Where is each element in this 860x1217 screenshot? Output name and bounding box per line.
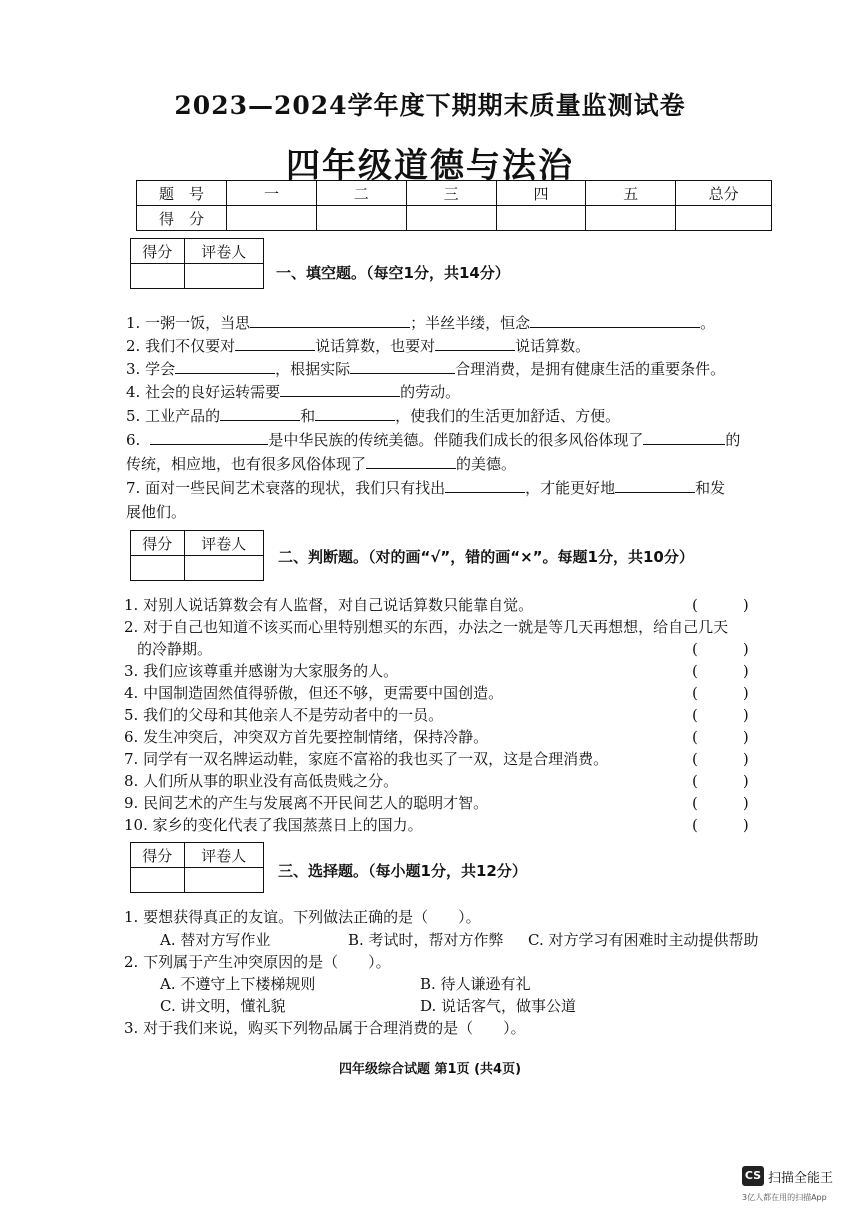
judge-item-4: 4. 中国制造固然值得骄傲，但还不够，更需要中国创造。 — [124, 684, 504, 702]
choice-option-d[interactable]: D. 说话客气，做事公道 — [420, 997, 577, 1015]
choice-question-1: 1. 要想获得真正的友谊。下列做法正确的是（ ）。 — [124, 908, 481, 926]
section-3-title: 三、选择题。（每小题1分，共12分） — [278, 862, 527, 880]
score-cell: 五 — [586, 181, 676, 206]
fill-question-3: 3. 学会 ，根据实际 合理消费，是拥有健康生活的重要条件。 — [126, 360, 726, 378]
grader-score-label: 得分 — [131, 239, 185, 264]
score-cell: 总分 — [676, 181, 772, 206]
answer-blank[interactable] — [643, 430, 725, 445]
judge-item-7: 7. 同学有一双名牌运动鞋，家庭不富裕的我也买了一双，这是合理消费。 — [124, 750, 609, 768]
grader-label: 评卷人 — [184, 239, 263, 264]
score-blank-cell — [676, 206, 772, 231]
fill-question-7-cont: 展他们。 — [126, 503, 187, 521]
answer-blank[interactable] — [250, 313, 410, 328]
score-table-header-row — [137, 181, 772, 206]
answer-paren[interactable]: ( ) — [692, 750, 749, 768]
answer-paren[interactable]: ( ) — [692, 706, 749, 724]
answer-paren[interactable]: ( ) — [692, 640, 749, 658]
score-cell: 三 — [406, 181, 496, 206]
page-footer: 四年级综合试题 第1页 (共4页) — [338, 1062, 522, 1077]
answer-blank[interactable] — [175, 359, 275, 374]
camscanner-tagline: 3亿人都在用的扫描App — [742, 1193, 827, 1202]
grader-label: 评卷人 — [184, 843, 263, 868]
choice-option-b[interactable]: B. 考试时，帮对方作弊 — [348, 931, 504, 949]
grader-score-label: 得分 — [131, 843, 185, 868]
score-cell: 一 — [227, 181, 317, 206]
grader-blank — [131, 868, 185, 893]
score-cell: 四 — [496, 181, 586, 206]
answer-blank[interactable] — [445, 478, 525, 493]
judge-item-2-cont: 的冷静期。 — [137, 640, 213, 658]
grader-blank — [184, 264, 263, 289]
choice-option-c[interactable]: C. 对方学习有困难时主动提供帮助 — [528, 931, 759, 949]
judge-item-6: 6. 发生冲突后，冲突双方首先要控制情绪，保持冷静。 — [124, 728, 489, 746]
grader-blank — [184, 868, 263, 893]
score-blank-cell — [316, 206, 406, 231]
choice-option-b[interactable]: B. 待人谦逊有礼 — [420, 975, 531, 993]
answer-blank[interactable] — [280, 382, 400, 397]
judge-item-9: 9. 民间艺术的产生与发展离不开民间艺人的聪明才智。 — [124, 794, 489, 812]
judge-item-10: 10. 家乡的变化代表了我国蒸蒸日上的国力。 — [124, 816, 423, 834]
score-cell: 得 分 — [137, 206, 227, 231]
fill-question-5: 5. 工业产品的 和 ，使我们的生活更加舒适、方便。 — [126, 407, 621, 425]
grader-blank — [184, 556, 263, 581]
exam-title: 2023—2024学年度下期期末质量监测试卷 — [174, 91, 686, 120]
answer-blank[interactable] — [615, 478, 695, 493]
answer-blank[interactable] — [220, 406, 300, 421]
grader-box — [130, 530, 264, 581]
choice-option-a[interactable]: A. 不遵守上下楼梯规则 — [160, 975, 316, 993]
fill-question-6-cont: 传统，相应地，也有很多风俗体现了 的美德。 — [126, 455, 517, 473]
fill-question-7: 7. 面对一些民间艺术衰落的现状，我们只有找出 ，才能更好地 和发 — [126, 479, 726, 497]
answer-paren[interactable]: ( ) — [692, 816, 749, 834]
answer-blank[interactable] — [235, 336, 315, 351]
answer-blank[interactable] — [435, 336, 515, 351]
answer-blank[interactable] — [315, 406, 395, 421]
score-blank-cell — [586, 206, 676, 231]
grader-blank — [131, 264, 185, 289]
judge-item-1: 1. 对别人说话算数会有人监督，对自己说话算数只能靠自觉。 — [124, 596, 534, 614]
score-cell: 题 号 — [137, 181, 227, 206]
answer-blank[interactable] — [350, 359, 455, 374]
score-blank-cell — [227, 206, 317, 231]
judge-item-2: 2. 对于自己也知道不该买而心里特别想买的东西，办法之一就是等几天再想想，给自己几天 — [124, 618, 729, 636]
score-blank-cell — [496, 206, 586, 231]
answer-paren[interactable]: ( ) — [692, 772, 749, 790]
answer-blank[interactable] — [366, 454, 456, 469]
score-table-score-row — [137, 206, 772, 231]
answer-paren[interactable]: ( ) — [692, 794, 749, 812]
section-2-title: 二、判断题。（对的画“√”，错的画“×”。每题1分，共10分） — [278, 548, 694, 566]
score-cell: 二 — [316, 181, 406, 206]
choice-option-a[interactable]: A. 替对方写作业 — [160, 931, 271, 949]
score-blank-cell — [406, 206, 496, 231]
fill-question-1: 1. 一粥一饭，当思 ；半丝半缕，恒念 。 — [126, 314, 716, 332]
fill-question-2: 2. 我们不仅要对 说话算数，也要对 说话算数。 — [126, 337, 591, 355]
grader-box — [130, 842, 264, 893]
fill-question-4: 4. 社会的良好运转需要 的劳动。 — [126, 383, 461, 401]
grader-box — [130, 238, 264, 289]
camscanner-logo-icon: CS — [742, 1166, 764, 1186]
section-1-title: 一、填空题。（每空1分，共14分） — [276, 264, 510, 282]
choice-option-c[interactable]: C. 讲文明，懂礼貌 — [160, 997, 286, 1015]
answer-blank[interactable] — [530, 313, 700, 328]
answer-paren[interactable]: ( ) — [692, 728, 749, 746]
grader-blank — [131, 556, 185, 581]
answer-paren[interactable]: ( ) — [692, 596, 749, 614]
answer-blank[interactable] — [150, 430, 268, 445]
grader-label: 评卷人 — [184, 531, 263, 556]
choice-question-3: 3. 对于我们来说，购买下列物品属于合理消费的是（ ）。 — [124, 1019, 526, 1037]
fill-question-6: 6. 是中华民族的传统美德。伴随我们成长的很多风俗体现了 的 — [126, 431, 741, 449]
judge-item-3: 3. 我们应该尊重并感谢为大家服务的人。 — [124, 662, 399, 680]
answer-paren[interactable]: ( ) — [692, 662, 749, 680]
subject-title: 四年级道德与法治 — [286, 146, 574, 186]
choice-question-2: 2. 下列属于产生冲突原因的是（ ）。 — [124, 953, 391, 971]
score-table — [136, 180, 772, 231]
answer-paren[interactable]: ( ) — [692, 684, 749, 702]
judge-item-5: 5. 我们的父母和其他亲人不是劳动者中的一员。 — [124, 706, 444, 724]
judge-item-8: 8. 人们所从事的职业没有高低贵贱之分。 — [124, 772, 399, 790]
grader-score-label: 得分 — [131, 531, 185, 556]
camscanner-name: 扫描全能王 — [768, 1171, 834, 1186]
